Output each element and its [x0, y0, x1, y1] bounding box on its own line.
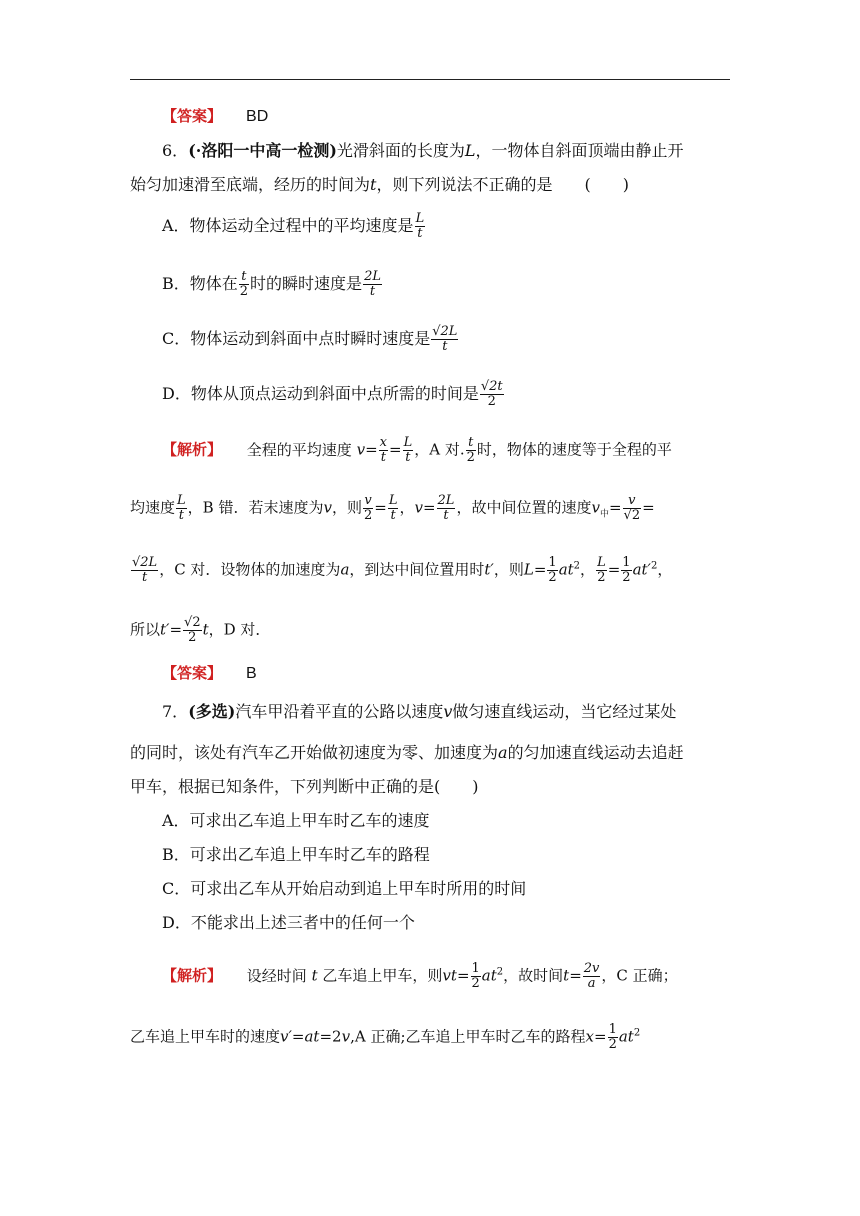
var-v: v: [443, 702, 453, 721]
q6-analysis-line-1: [162, 436, 672, 465]
option-label: D．物体从顶点运动到斜面中点所需的时间是: [162, 384, 479, 403]
numerator: 2L: [364, 269, 381, 284]
var-L: L: [523, 560, 534, 579]
numerator: √2L: [132, 555, 158, 570]
option-label: B．物体在: [162, 274, 238, 293]
q7-stem-line-1: [162, 702, 676, 722]
var-x: x: [585, 1027, 594, 1046]
equals: =: [608, 498, 622, 517]
term-at: at: [481, 966, 497, 985]
denominator: t: [369, 284, 376, 299]
analysis-text: 设经时间: [246, 966, 307, 985]
q6-stem-text: ，一物体自斜面顶端由静止开: [475, 141, 684, 160]
q6-analysis-line-4: [130, 616, 270, 645]
q7-stem-text: 的同时，该处有汽车乙开始做初速度为零、加速度为: [130, 743, 499, 762]
q6-answer: B: [246, 665, 257, 682]
fraction: [466, 436, 476, 465]
fraction: [608, 1023, 618, 1052]
superscript: 2: [633, 1027, 641, 1039]
q6-stem-text: 始匀加速滑至底端，经历的时间为: [130, 175, 371, 194]
q6-option-d: [162, 380, 505, 409]
denominator: √2: [623, 508, 641, 523]
analysis-text: 所以: [130, 620, 161, 639]
numerator: v: [623, 494, 642, 509]
superscript: 2: [650, 560, 658, 572]
numerator: 2L: [437, 493, 455, 508]
fraction: [403, 436, 414, 465]
analysis-text: ，故时间: [503, 966, 564, 985]
denominator: t: [380, 450, 386, 465]
answer-tag: 【答案】: [162, 107, 223, 125]
var-v: v: [414, 498, 423, 517]
var-t-prime: t′: [160, 620, 170, 639]
var-t: t: [202, 620, 209, 639]
q5-answer-line: [162, 106, 268, 127]
denominator: 2: [471, 976, 480, 991]
denominator: 2: [363, 508, 373, 523]
denominator: 2: [622, 570, 631, 585]
analysis-text: ，: [399, 498, 415, 517]
q6-stem-line-1: [162, 141, 684, 161]
q7-option-b: B．可求出乙车追上甲车时乙车的路程: [162, 845, 430, 864]
equals: =: [291, 1027, 305, 1046]
fraction: [183, 616, 202, 645]
subscript-mid: 中: [599, 509, 609, 520]
numerator: L: [177, 493, 186, 508]
numerator: L: [388, 493, 398, 508]
fraction: [239, 270, 249, 299]
analysis-text: =2: [319, 1027, 342, 1046]
q7-option-c: C．可求出乙车从开始启动到追上甲车时所用的时间: [162, 879, 527, 898]
denominator: a: [587, 976, 596, 991]
analysis-text: 乙车追上甲车时的速度: [130, 1027, 281, 1046]
numerator: t: [239, 270, 249, 285]
numerator: L: [415, 211, 425, 226]
numerator: v: [364, 493, 372, 508]
denominator: t: [178, 508, 184, 523]
denominator: t: [442, 339, 448, 354]
equals: =: [389, 440, 402, 459]
equals: =: [533, 560, 547, 579]
analysis-text: ，: [580, 560, 596, 579]
equals: =: [422, 498, 436, 517]
q7-number: 7．: [162, 702, 189, 721]
numerator: √2t: [480, 379, 503, 394]
term-at: at: [618, 1027, 634, 1046]
var-t: t: [563, 966, 570, 985]
var-a: a: [340, 560, 350, 579]
q7-stem-text: 做匀速直线运动，当它经过某处: [452, 702, 677, 721]
q6-option-c: [162, 325, 459, 354]
denominator: t: [141, 570, 148, 585]
q7-stem-text: 的匀加速直线运动去追赶: [507, 743, 684, 762]
equals: =: [569, 966, 582, 985]
analysis-text: ，则: [331, 498, 362, 517]
analysis-tag: 【解析】: [162, 966, 223, 985]
numerator: t: [466, 436, 476, 451]
numerator: L: [403, 435, 413, 450]
numerator: L: [597, 555, 606, 570]
analysis-text: ，C 正确；: [601, 966, 678, 985]
analysis-text: ，故中间位置的速度: [456, 498, 592, 517]
fraction: [621, 556, 631, 585]
fraction: [623, 494, 642, 523]
term-at: at: [558, 560, 574, 579]
var-t-prime: t′: [484, 560, 494, 579]
q7-stem-line-2: [130, 743, 684, 763]
fraction: [176, 494, 187, 523]
option-label: A．物体运动全过程中的平均速度是: [162, 216, 414, 235]
denominator: t: [417, 226, 423, 241]
term-at: at: [304, 1027, 320, 1046]
equals: =: [456, 966, 470, 985]
var-t: t: [311, 966, 318, 985]
fraction: [388, 494, 399, 523]
equals: =: [374, 498, 387, 517]
fraction: [363, 494, 373, 523]
q7-analysis-line-2: [130, 1023, 640, 1052]
superscript: 2: [496, 966, 504, 978]
analysis-text: 乙车追上甲车，则: [322, 966, 443, 985]
analysis-text: ，则: [493, 560, 524, 579]
fraction: [471, 962, 481, 991]
q7-option-d: D．不能求出上述三者中的任何一个: [162, 913, 415, 932]
var-v: v: [591, 498, 600, 517]
numerator: x: [379, 435, 387, 450]
var-v: v: [323, 498, 332, 517]
numerator: 1: [548, 555, 557, 570]
denominator: 2: [239, 284, 249, 299]
term-at-prime: at′: [632, 560, 651, 579]
numerator: 2v: [583, 961, 600, 976]
equals: =: [365, 440, 378, 459]
superscript: 2: [573, 560, 581, 572]
analysis-text: ，C 对．设物体的加速度为: [159, 560, 341, 579]
q6-source: (·洛阳一中高一检测): [188, 141, 337, 160]
q7-stem-text: 甲车，根据已知条件，下列判断中正确的是( ): [130, 777, 479, 796]
var-v-prime: v′: [280, 1027, 292, 1046]
q6-stem-text: ，则下列说法不正确的是 ( ): [376, 175, 629, 194]
fraction: [363, 270, 382, 299]
denominator: t: [390, 508, 396, 523]
numerator: 1: [622, 555, 631, 570]
var-v: v: [356, 440, 366, 459]
fraction: [583, 962, 601, 991]
fraction: [131, 556, 158, 585]
equals: =: [642, 498, 655, 517]
analysis-text: ，D 对．: [208, 620, 271, 639]
fraction: [379, 436, 388, 465]
fraction: [596, 556, 607, 585]
numerator: √2: [184, 615, 201, 630]
numerator: 1: [471, 961, 480, 976]
q7-analysis-line-1: [162, 962, 678, 991]
denominator: 2: [608, 1037, 617, 1052]
fraction: [437, 494, 456, 523]
denominator: t: [405, 450, 411, 465]
q6-stem-line-2: [130, 175, 629, 195]
equals: =: [169, 620, 183, 639]
var-t: t: [370, 175, 377, 194]
analysis-text: ，: [657, 560, 673, 579]
denominator: 2: [188, 630, 197, 645]
analysis-text: ，A 对.: [414, 440, 465, 459]
header-rule: [130, 79, 730, 80]
analysis-text: 全程的平均速度: [246, 440, 352, 459]
denominator: 2: [597, 570, 606, 585]
var-v: v: [341, 1027, 351, 1046]
equals: =: [593, 1027, 607, 1046]
analysis-text: 时，物体的速度等于全程的平: [476, 440, 672, 459]
q6-analysis-line-2: [130, 494, 655, 525]
q6-number: 6．: [162, 141, 189, 160]
q7-stem-text: 汽车甲沿着平直的公路以速度: [235, 702, 444, 721]
denominator: t: [443, 508, 449, 523]
numerator: 1: [608, 1022, 617, 1037]
q7-option-a: A．可求出乙车追上甲车时乙车的速度: [162, 811, 430, 830]
denominator: 2: [487, 394, 496, 409]
equals: =: [607, 560, 621, 579]
fraction: [431, 325, 458, 354]
var-a: a: [498, 743, 508, 762]
analysis-text: 均速度: [130, 498, 176, 517]
analysis-text: ,A 正确;乙车追上甲车时乙车的路程: [350, 1027, 586, 1046]
option-label: C．物体运动到斜面中点时瞬时速度是: [162, 329, 431, 348]
denominator: 2: [466, 450, 475, 465]
option-text: 时的瞬时速度是: [250, 274, 363, 293]
denominator: 2: [548, 570, 557, 585]
q7-multi-tag: (多选): [188, 702, 236, 721]
q6-answer-line: [162, 663, 257, 684]
fraction: [415, 212, 426, 241]
analysis-text: ，到达中间位置用时: [349, 560, 485, 579]
numerator: √2L: [432, 324, 458, 339]
answer-tag: 【答案】: [162, 664, 223, 682]
fraction: [480, 380, 504, 409]
analysis-tag: 【解析】: [162, 440, 223, 459]
q6-analysis-line-3: [130, 556, 672, 585]
q5-answer: BD: [246, 108, 269, 125]
var-L: L: [464, 141, 476, 160]
q6-option-b: [162, 270, 383, 299]
q6-option-a: [162, 212, 426, 241]
term-vt: vt: [442, 966, 457, 985]
q6-stem-text: 光滑斜面的长度为: [336, 141, 465, 160]
analysis-text: ，B 错．若末速度为: [187, 498, 324, 517]
fraction: [547, 556, 557, 585]
q7-stem-line-3: [130, 777, 479, 797]
